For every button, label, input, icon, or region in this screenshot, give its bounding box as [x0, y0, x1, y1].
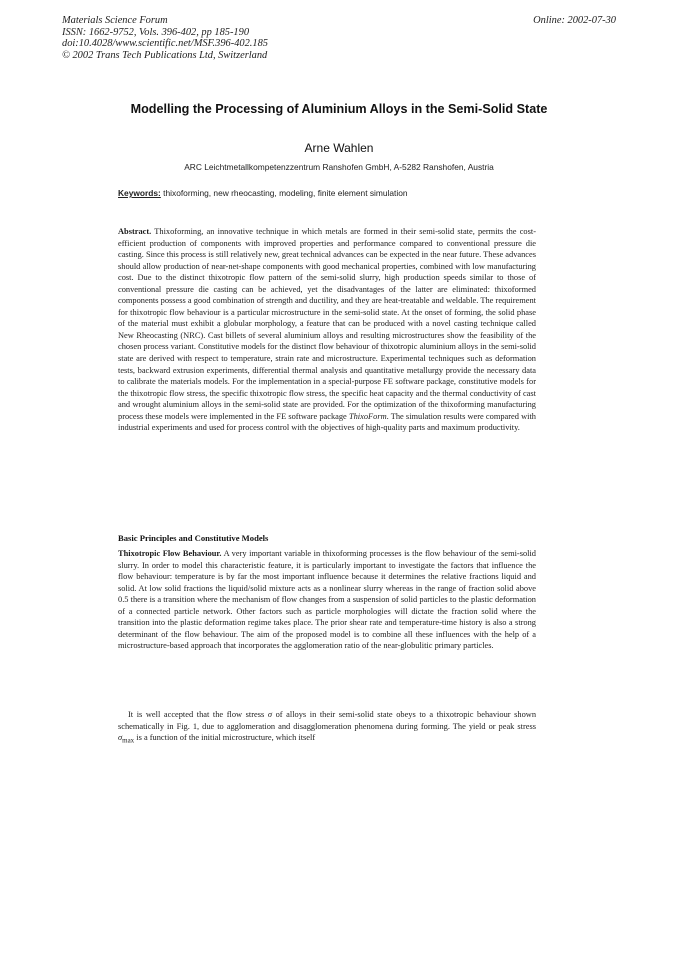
paragraph-1-text: A very important variable in thixoforming processes is the flow behaviour of the semi-solid slurry. In order to model this characteristic feature, it is particularly important to investigate the factors that influence the flow behaviour: temperature is by far the most important influence because it determines the relative fractions liquid and solid. At low solid fractions the liquid/solid mixture acts as a nonlinear slurry whereas in the range of fraction solid above 0.5 there is a transition where the mechanism of flow changes from a suspension of solid particles to the plastic deformation of a connected particle network. Other factors such as particle morphologies will dictate the fraction solid where the transition into the plastic deformation regime takes place. The prior shear rate and temperature-time history is also a strong determinant of the flow behaviour. The aim of the proposed model is to combine all these influences with the help of a microstructure-based approach that incorporates the agglomeration ratio of the near-globulitic primary particles. — [118, 549, 536, 651]
affiliation: ARC Leichtmetallkompetenzzentrum Ranshofen GmbH, A-5282 Ranshofen, Austria — [184, 162, 494, 172]
paragraph-2-text-b: of alloys in their semi-solid state obeys to a thixotropic behaviour shown schematically in Fig. 1, due to agglomeration and disagglomeration phenomena during forming. The yield or peak stress — [118, 710, 537, 731]
abstract-text: Thixoforming, an innovative technique in which metals are formed in their semi-solid state, permits the cost-efficient production of components with improved properties and performance compared to conventional pressure die casting. Since this process is still relatively new, great technical advances can be expected in the near future. These advances should allow production of near-net-shape components with good mechanical properties, combined with low manufacturing cost. Due to the distinct thixotropic flow pattern of the semi-solid slurry, high production speeds similar to those of conventional pressure die casting can be achieved, yet the disadvantages of the latter are eliminated: thixoformed components possess a good combination of strength and ductility, and they are heat-treatable and weldable. The requirement for thixotropic flow behaviour is a particular microstructure in the semi-solid state. At the onset of forming, the solid phase of the material must exhibit a globular morphology, a feature that can be produced with a novel casting technique called New Rheocasting (NRC). Cast billets of several aluminium alloys and resulting microstructures show the feasibility of the chosen process variant. Constitutive models for the distinct flow behaviour of thixotropic aluminium alloys in the semi-solid state are derived with respect to temperature, strain rate and microstructure. Experimental techniques such as deformation tests, backward extrusion experiments, differential thermal analysis and quantitative metallurgy provide the necessary data to calibrate the materials models. For the implementation in a special-purpose FE software package, constitutive models for the thixotropic flow stress, the specific thixotropic flow stress, the specific heat capacity and the thermal conductivity of cast and wrought aluminium alloys in the semi-solid state are provided. For the optimization of the thixoforming manufacturing process these models were implemented in the FE software package — [118, 227, 536, 421]
issn-line: ISSN: 1662-9752, Vols. 396-402, pp 185-190 — [62, 26, 250, 38]
sigma-symbol: σ — [267, 710, 272, 719]
abstract-paragraph — [118, 226, 536, 434]
journal-name: Materials Science Forum — [62, 15, 168, 26]
abstract-label: Abstract. — [118, 227, 152, 236]
keywords-list: thixoforming, new rheocasting, modeling, finite element simulation — [163, 188, 408, 198]
body-paragraph-2 — [118, 709, 536, 747]
copyright-line: © 2002 Trans Tech Publications Ltd, Switzerland — [62, 49, 268, 61]
abstract-text-end: . The simulation results were compared with industrial experiments and used for process control with the objectives of high-quality parts and maximum productivity. — [118, 411, 536, 433]
sigma-max-subscript: max — [122, 736, 135, 745]
paragraph-run-in-heading: Thixotropic Flow Behaviour. — [118, 549, 222, 558]
body-paragraph-1 — [118, 548, 536, 652]
keywords-label: Keywords: — [118, 188, 161, 198]
paper-title: Modelling the Processing of Aluminium Alloys in the Semi-Solid State — [130, 102, 548, 116]
author-name: Arne Wahlen — [304, 141, 374, 155]
doi-line: doi:10.4028/www.scientific.net/MSF.396-402.185 — [62, 38, 268, 50]
paragraph-2-text-a: It is well accepted that the flow stress — [128, 710, 265, 719]
journal-header — [62, 15, 268, 61]
paragraph-2-text-c: is a function of the initial microstructure, which itself — [136, 733, 316, 743]
software-name: ThixoForm — [348, 411, 387, 421]
keywords-line — [118, 188, 408, 198]
section-heading: Basic Principles and Constitutive Models — [118, 533, 269, 543]
sigma-max-symbol: σ — [118, 733, 123, 743]
online-date: Online: 2002-07-30 — [533, 15, 616, 26]
